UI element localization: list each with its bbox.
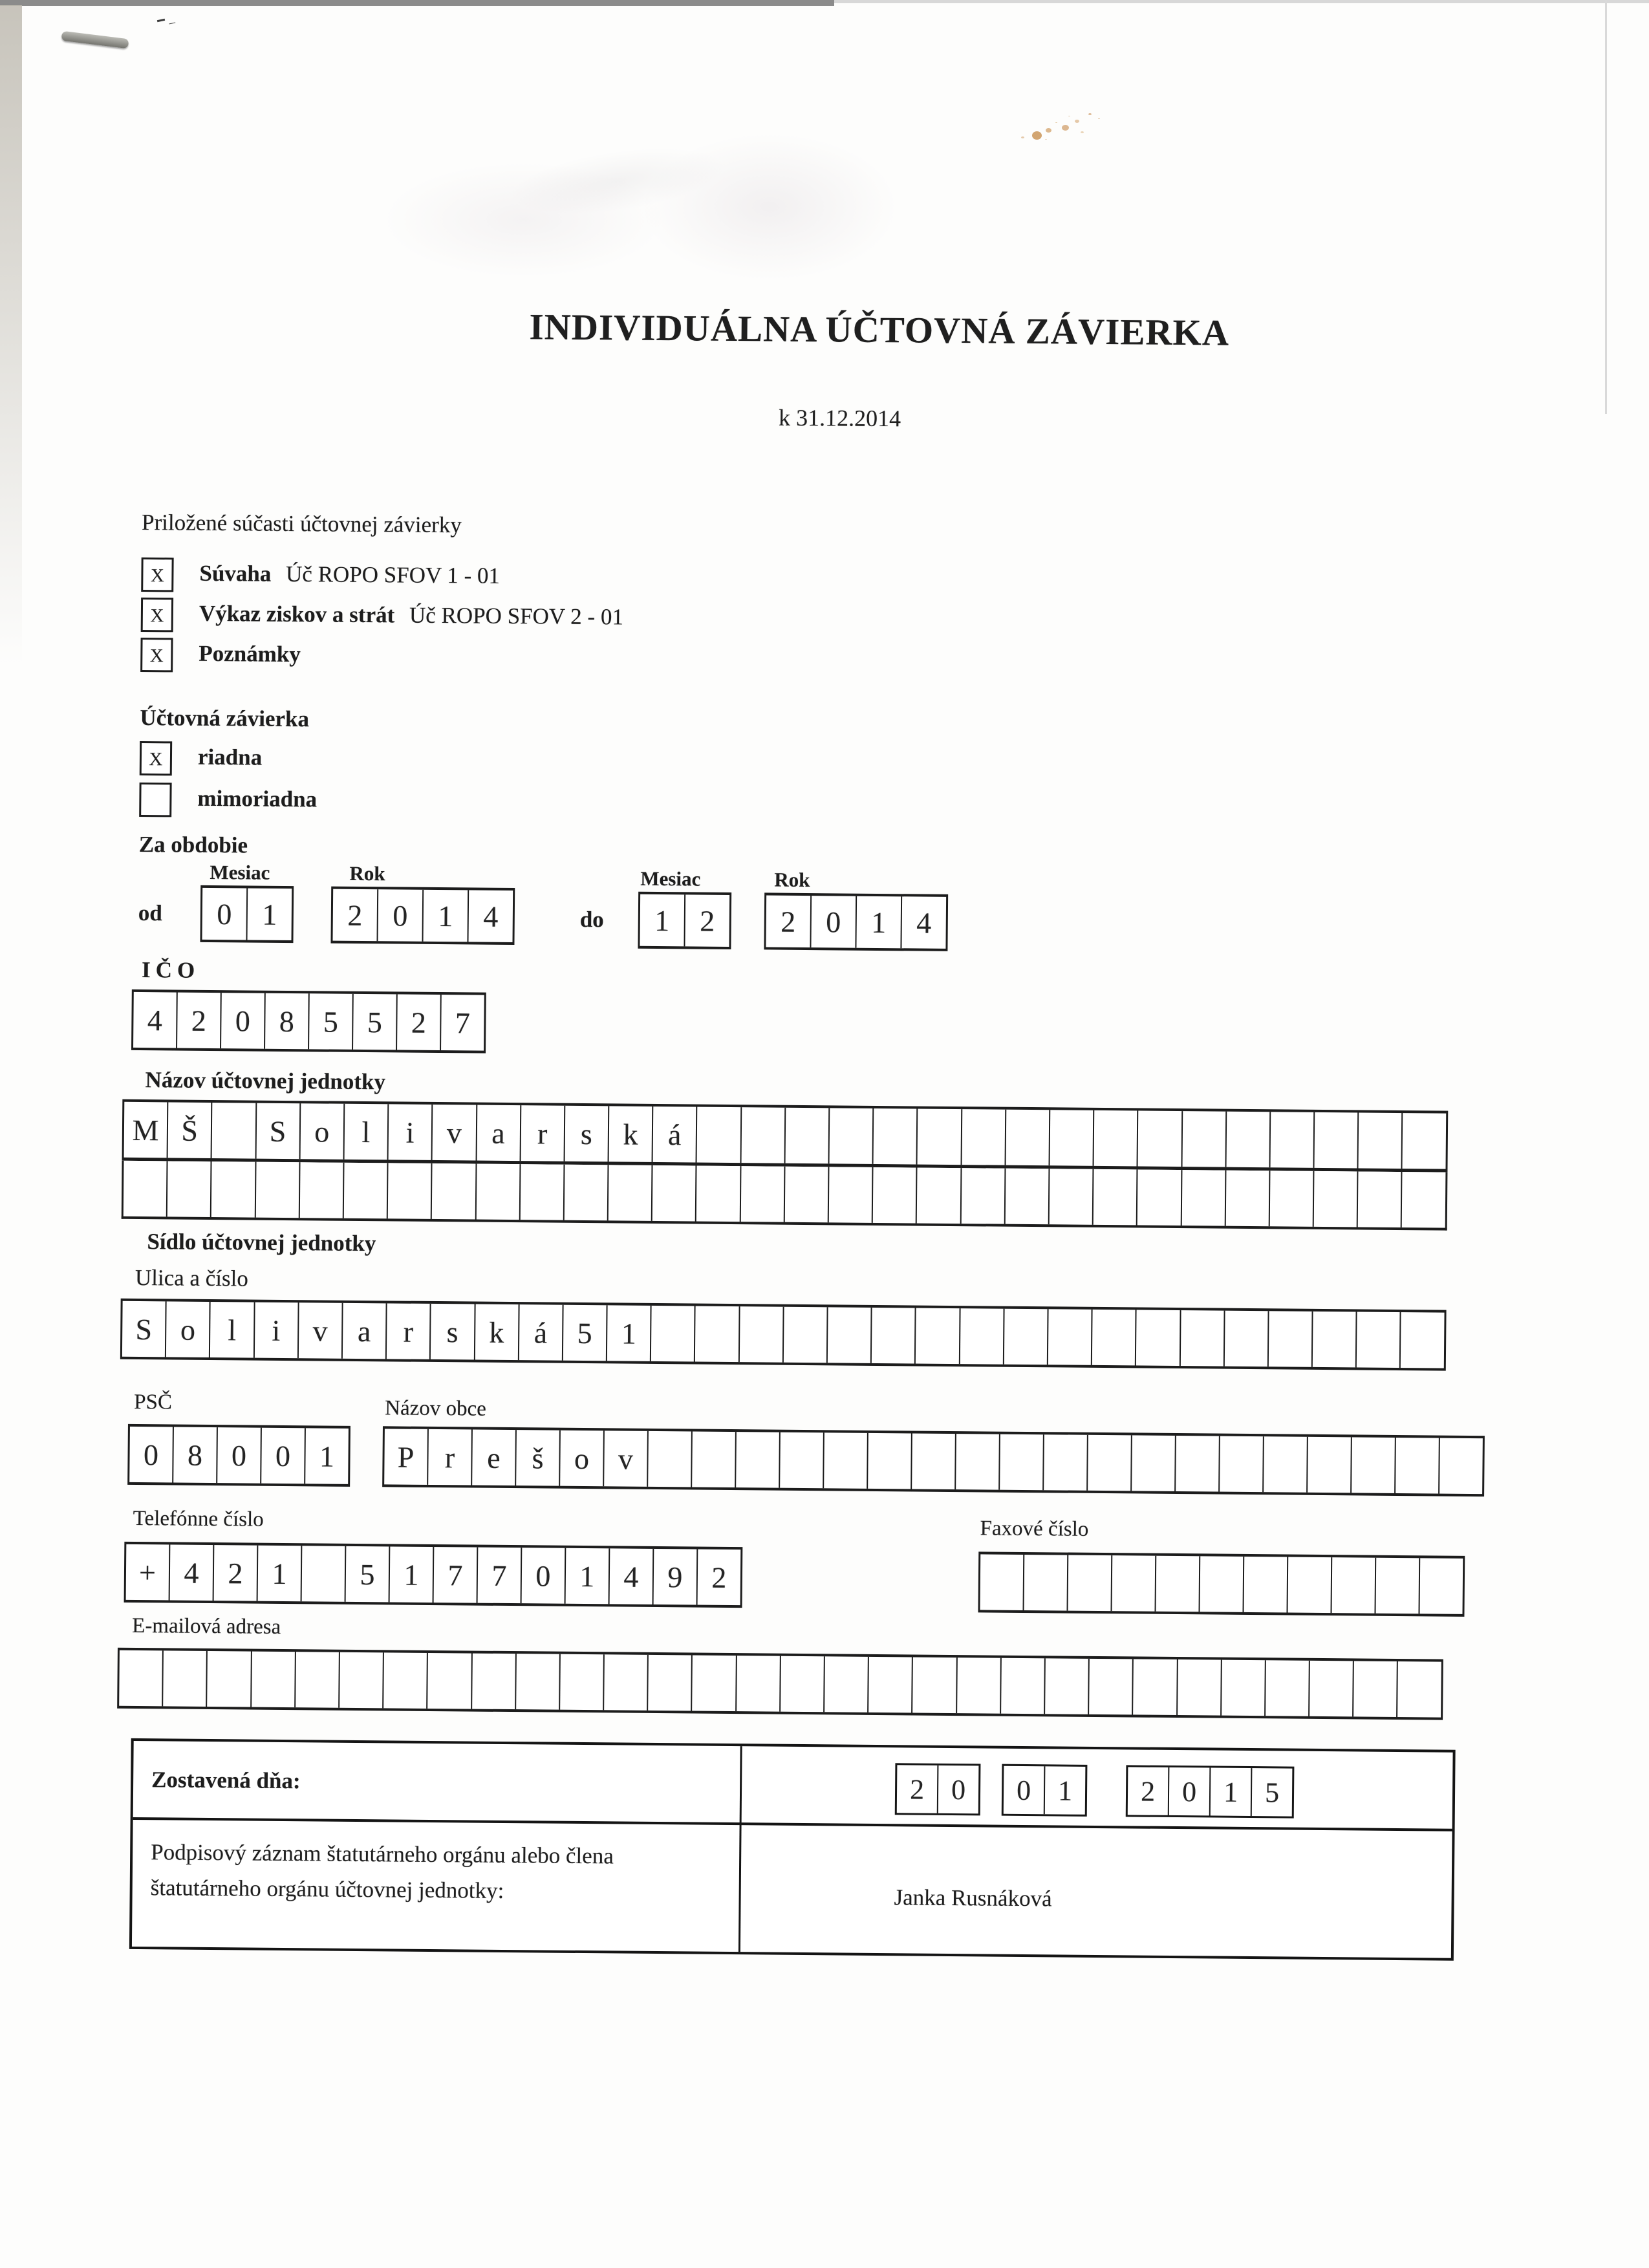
- char-cell: [1403, 1113, 1446, 1169]
- char-cell: 4: [483, 900, 499, 933]
- char-cell: 2: [333, 889, 379, 942]
- char-cell: [163, 1650, 208, 1707]
- char-cell: [1353, 1661, 1398, 1717]
- char-cell: [1182, 1111, 1227, 1167]
- char-cell: 1: [424, 890, 469, 942]
- char-cell: [1180, 1310, 1225, 1366]
- char-cell: [1225, 1311, 1269, 1367]
- char-cell: [520, 1164, 565, 1220]
- to-month-grid: [638, 892, 731, 949]
- char-cell: v: [433, 1105, 477, 1161]
- street-label: Ulica a číslo: [135, 1264, 249, 1291]
- attachment-suffix: Úč ROPO SFOV 1 - 01: [285, 561, 501, 589]
- closing-type-heading: Účtovná závierka: [140, 704, 310, 732]
- char-cell: [1068, 1555, 1113, 1612]
- char-cell: 2: [177, 993, 222, 1049]
- char-cell: [1094, 1169, 1138, 1226]
- entity-name-grid-row2: [122, 1161, 1447, 1231]
- char-cell: [918, 1109, 962, 1165]
- char-cell: á: [519, 1304, 564, 1361]
- char-cell: 2: [766, 895, 812, 947]
- char-cell: [1004, 1309, 1049, 1365]
- char-cell: i: [389, 1104, 433, 1160]
- period-from-label: od: [138, 900, 163, 926]
- to-month-label: Mesiac: [640, 867, 701, 891]
- char-cell: [912, 1433, 956, 1489]
- char-cell: Š: [168, 1102, 213, 1158]
- city-grid: [382, 1426, 1485, 1496]
- char-cell: [427, 1653, 472, 1709]
- char-cell: [1138, 1110, 1183, 1167]
- char-cell: 1: [640, 894, 685, 947]
- char-cell: [1089, 1659, 1134, 1715]
- char-cell: 7: [434, 1547, 479, 1603]
- statement-line1: Podpisový záznam štatutárneho orgánu alebo člena: [151, 1839, 614, 1869]
- char-cell: 1: [319, 1439, 335, 1473]
- attachment-name: Súvaha: [199, 560, 272, 587]
- char-cell: [1048, 1309, 1093, 1365]
- address-heading: Sídlo účtovnej jednotky: [147, 1229, 376, 1257]
- char-cell: [872, 1308, 916, 1364]
- char-cell: 1: [566, 1548, 610, 1604]
- char-cell: v: [299, 1302, 343, 1359]
- char-cell: [739, 1306, 784, 1363]
- attachment-name: Poznámky: [199, 640, 301, 667]
- table-column-divider: [738, 1746, 742, 1952]
- char-cell: [476, 1164, 521, 1220]
- char-cell: [1313, 1312, 1357, 1368]
- char-cell: [1050, 1169, 1094, 1225]
- char-cell: [1439, 1438, 1483, 1495]
- attachment-label-vykaz: [199, 601, 623, 631]
- char-cell: [1331, 1557, 1376, 1614]
- phone-grid: [124, 1542, 743, 1608]
- char-cell: [1000, 1434, 1044, 1491]
- char-cell: [124, 1161, 168, 1217]
- attachment-label-poznamky: [199, 641, 301, 667]
- char-cell: [961, 1168, 1006, 1224]
- char-cell: [830, 1108, 874, 1164]
- signer-name: Janka Rusnáková: [894, 1885, 1052, 1912]
- char-cell: o: [166, 1301, 211, 1357]
- scan-edge-top-right: [834, 0, 1649, 3]
- char-cell: 1: [258, 1546, 303, 1602]
- char-cell: [1401, 1312, 1444, 1368]
- char-cell: r: [387, 1303, 431, 1359]
- table-row-divider: [133, 1817, 1452, 1831]
- char-cell: [784, 1307, 828, 1363]
- char-cell: [781, 1656, 825, 1712]
- char-cell: [1357, 1312, 1401, 1368]
- char-cell: 0: [129, 1427, 174, 1483]
- char-cell: [1176, 1436, 1220, 1492]
- char-cell: [1270, 1171, 1315, 1227]
- char-cell: [1288, 1557, 1332, 1614]
- char-cell: [740, 1166, 785, 1222]
- zip-grid: [127, 1424, 350, 1487]
- checkbox-vykaz: X: [141, 598, 173, 632]
- char-cell: [211, 1161, 256, 1218]
- street-grid: [120, 1299, 1446, 1371]
- char-cell: 0: [811, 896, 857, 948]
- char-cell: s: [565, 1106, 609, 1162]
- char-cell: e: [472, 1430, 517, 1486]
- signature-table: [129, 1738, 1456, 1961]
- char-cell: [1024, 1555, 1069, 1611]
- entity-name-label: Názov účtovnej jednotky: [145, 1067, 386, 1095]
- char-cell: [1094, 1110, 1139, 1167]
- char-cell: [255, 1162, 300, 1218]
- char-cell: [916, 1308, 960, 1365]
- char-cell: [692, 1431, 737, 1487]
- char-cell: 5: [309, 993, 354, 1050]
- checkbox-riadna: X: [140, 741, 172, 775]
- char-cell: [300, 1162, 345, 1218]
- to-year-label: Rok: [774, 868, 810, 892]
- char-cell: [296, 1652, 340, 1708]
- char-cell: [1402, 1172, 1445, 1228]
- char-cell: [1244, 1557, 1288, 1613]
- email-label: E-mailová adresa: [132, 1614, 281, 1639]
- char-cell: [516, 1654, 561, 1710]
- char-cell: 5: [346, 1546, 391, 1603]
- char-cell: M: [124, 1102, 169, 1158]
- char-cell: [785, 1108, 830, 1164]
- compiled-day-grid: [895, 1763, 981, 1815]
- char-cell: 0: [217, 1427, 262, 1484]
- char-cell: [604, 1654, 649, 1711]
- char-cell: r: [521, 1105, 565, 1161]
- period-heading: Za obdobie: [138, 831, 248, 858]
- option-label-riadna: riadna: [197, 744, 263, 770]
- char-cell: k: [475, 1304, 519, 1361]
- zip-label: PSČ: [134, 1390, 173, 1414]
- char-cell: [1088, 1435, 1132, 1491]
- char-cell: 2: [397, 994, 442, 1050]
- char-cell: [648, 1655, 693, 1711]
- char-cell: 0: [951, 1773, 966, 1806]
- char-cell: [1315, 1112, 1359, 1169]
- char-cell: [912, 1657, 957, 1713]
- char-cell: [252, 1652, 296, 1708]
- char-cell: [119, 1650, 164, 1707]
- period-to-label: do: [579, 906, 604, 933]
- char-cell: 2: [700, 904, 715, 938]
- char-cell: [648, 1431, 693, 1487]
- char-cell: 1: [1057, 1774, 1073, 1807]
- char-cell: l: [210, 1302, 255, 1358]
- char-cell: 9: [654, 1549, 698, 1605]
- compiled-date-label: Zostavená dňa:: [151, 1767, 301, 1794]
- char-cell: [1044, 1434, 1088, 1491]
- char-cell: [980, 1554, 1025, 1610]
- char-cell: [695, 1306, 740, 1363]
- phone-label: Telefónne číslo: [133, 1506, 264, 1531]
- checkbox-poznamky: X: [140, 638, 173, 672]
- attachment-label-suvaha: [199, 561, 500, 589]
- char-cell: 8: [173, 1427, 218, 1483]
- char-cell: [1352, 1437, 1396, 1493]
- char-cell: [472, 1654, 517, 1710]
- char-cell: r: [428, 1429, 473, 1485]
- statement-line2: štatutárneho orgánu účtovnej jednotky:: [150, 1875, 504, 1904]
- char-cell: a: [343, 1303, 387, 1359]
- char-cell: [1396, 1438, 1440, 1494]
- char-cell: 0: [261, 1428, 306, 1484]
- char-cell: [1266, 1660, 1310, 1716]
- char-cell: 8: [265, 993, 310, 1050]
- char-cell: [1419, 1558, 1463, 1614]
- char-cell: +: [126, 1544, 171, 1601]
- checkbox-suvaha: X: [141, 557, 173, 592]
- char-cell: [824, 1656, 869, 1712]
- char-cell: [1226, 1112, 1271, 1168]
- char-cell: 4: [170, 1544, 215, 1601]
- char-cell: P: [384, 1429, 429, 1485]
- char-cell: [956, 1434, 1000, 1490]
- char-cell: [693, 1656, 737, 1712]
- city-label: Názov obce: [385, 1396, 487, 1421]
- char-cell: [1359, 1112, 1403, 1169]
- char-cell: [962, 1109, 1006, 1165]
- from-year-label: Rok: [349, 861, 385, 885]
- char-cell: 4: [916, 905, 932, 940]
- attachment-name: Výkaz ziskov a strát: [199, 600, 395, 628]
- char-cell: [1156, 1556, 1201, 1612]
- char-cell: [1136, 1310, 1181, 1366]
- char-cell: [874, 1108, 918, 1165]
- char-cell: 2: [711, 1561, 727, 1594]
- char-cell: [339, 1652, 384, 1709]
- char-cell: [302, 1546, 347, 1602]
- char-cell: [212, 1103, 257, 1159]
- char-cell: [432, 1163, 477, 1220]
- char-cell: 2: [1128, 1767, 1170, 1815]
- char-cell: á: [653, 1107, 698, 1163]
- char-cell: [737, 1656, 781, 1712]
- char-cell: 1: [1211, 1768, 1253, 1817]
- char-cell: [1137, 1169, 1182, 1226]
- char-cell: [1112, 1555, 1157, 1612]
- ico-grid: [131, 989, 486, 1053]
- char-cell: 5: [353, 994, 398, 1050]
- char-cell: k: [609, 1106, 654, 1162]
- char-cell: 5: [1264, 1776, 1280, 1808]
- char-cell: v: [604, 1431, 649, 1487]
- entity-name-grid-row1: [122, 1099, 1448, 1172]
- char-cell: [1005, 1169, 1050, 1225]
- char-cell: 2: [897, 1765, 939, 1813]
- char-cell: [873, 1167, 918, 1224]
- char-cell: 1: [856, 896, 902, 949]
- char-cell: [1092, 1310, 1137, 1366]
- char-cell: [388, 1163, 433, 1219]
- char-cell: [1181, 1170, 1226, 1226]
- char-cell: 0: [221, 993, 266, 1049]
- ico-label: IČO: [141, 957, 200, 983]
- char-cell: [868, 1657, 913, 1713]
- char-cell: š: [516, 1430, 561, 1486]
- char-cell: [824, 1432, 868, 1489]
- char-cell: [868, 1433, 912, 1489]
- char-cell: [1269, 1311, 1313, 1367]
- char-cell: [957, 1658, 1002, 1714]
- char-cell: [1314, 1171, 1359, 1227]
- char-cell: [696, 1166, 741, 1222]
- char-cell: S: [256, 1103, 301, 1160]
- char-cell: 0: [522, 1548, 566, 1604]
- char-cell: [344, 1163, 389, 1219]
- char-cell: o: [300, 1103, 345, 1160]
- char-cell: 0: [1169, 1767, 1211, 1816]
- char-cell: [736, 1432, 781, 1488]
- char-cell: [1050, 1110, 1094, 1166]
- from-month-label: Mesiac: [210, 860, 270, 884]
- char-cell: [1222, 1660, 1266, 1716]
- char-cell: [1132, 1435, 1176, 1491]
- char-cell: [1375, 1558, 1420, 1614]
- char-cell: [828, 1307, 872, 1363]
- attachment-suffix: Úč ROPO SFOV 2 - 01: [409, 602, 624, 630]
- char-cell: [917, 1168, 962, 1224]
- char-cell: 2: [214, 1545, 259, 1601]
- fax-label: Faxové číslo: [980, 1517, 1089, 1541]
- from-month-grid: [200, 885, 294, 943]
- char-cell: [560, 1654, 605, 1711]
- char-cell: [208, 1651, 252, 1707]
- char-cell: 0: [1004, 1766, 1046, 1815]
- char-cell: [1133, 1659, 1178, 1715]
- char-cell: [1308, 1437, 1352, 1493]
- attachments-heading: Priložené súčasti účtovnej závierky: [141, 510, 462, 538]
- char-cell: [697, 1107, 742, 1163]
- char-cell: [1178, 1659, 1222, 1716]
- compiled-month-grid: [1002, 1764, 1088, 1817]
- char-cell: [1264, 1436, 1308, 1493]
- char-cell: [651, 1306, 696, 1362]
- char-cell: 7: [478, 1548, 523, 1604]
- char-cell: 4: [133, 992, 178, 1048]
- char-cell: S: [122, 1301, 167, 1357]
- checkbox-mimoriadna: [139, 783, 171, 817]
- char-cell: [1358, 1171, 1403, 1227]
- option-label-mimoriadna: mimoriadna: [197, 785, 318, 812]
- char-cell: [1398, 1661, 1441, 1718]
- char-cell: i: [254, 1302, 299, 1359]
- char-cell: [780, 1432, 824, 1489]
- fax-grid: [978, 1551, 1465, 1617]
- char-cell: [829, 1167, 874, 1223]
- char-cell: s: [431, 1304, 475, 1360]
- char-cell: 1: [390, 1546, 435, 1603]
- char-cell: 0: [378, 889, 424, 942]
- char-cell: [652, 1165, 697, 1222]
- char-cell: [565, 1165, 609, 1221]
- char-cell: 1: [262, 898, 277, 931]
- char-cell: 5: [563, 1305, 608, 1361]
- char-cell: 7: [455, 1006, 471, 1039]
- char-cell: [167, 1161, 212, 1217]
- form-title: INDIVIDUÁLNA ÚČTOVNÁ ZÁVIERKA: [529, 307, 1230, 354]
- char-cell: 1: [607, 1305, 652, 1361]
- char-cell: o: [560, 1431, 605, 1487]
- signatory-statement: [150, 1834, 720, 1910]
- char-cell: [960, 1308, 1004, 1365]
- compiled-year-grid: [1126, 1765, 1295, 1818]
- char-cell: [785, 1167, 830, 1223]
- char-cell: l: [344, 1104, 389, 1160]
- char-cell: [383, 1652, 428, 1709]
- char-cell: 4: [610, 1548, 654, 1604]
- char-cell: [609, 1165, 653, 1221]
- char-cell: [1220, 1436, 1264, 1493]
- char-cell: [1001, 1658, 1046, 1714]
- email-grid: [117, 1648, 1443, 1720]
- char-cell: [1006, 1110, 1050, 1166]
- char-cell: [1045, 1658, 1090, 1714]
- char-cell: [1270, 1112, 1315, 1168]
- from-year-grid: [330, 887, 515, 945]
- to-year-grid: [764, 892, 948, 951]
- char-cell: [1310, 1661, 1354, 1717]
- form-date-line: k 31.12.2014: [778, 404, 901, 432]
- char-cell: 0: [202, 888, 248, 940]
- char-cell: [1225, 1171, 1270, 1227]
- char-cell: [741, 1107, 786, 1163]
- char-cell: a: [477, 1105, 521, 1161]
- char-cell: [1200, 1556, 1245, 1612]
